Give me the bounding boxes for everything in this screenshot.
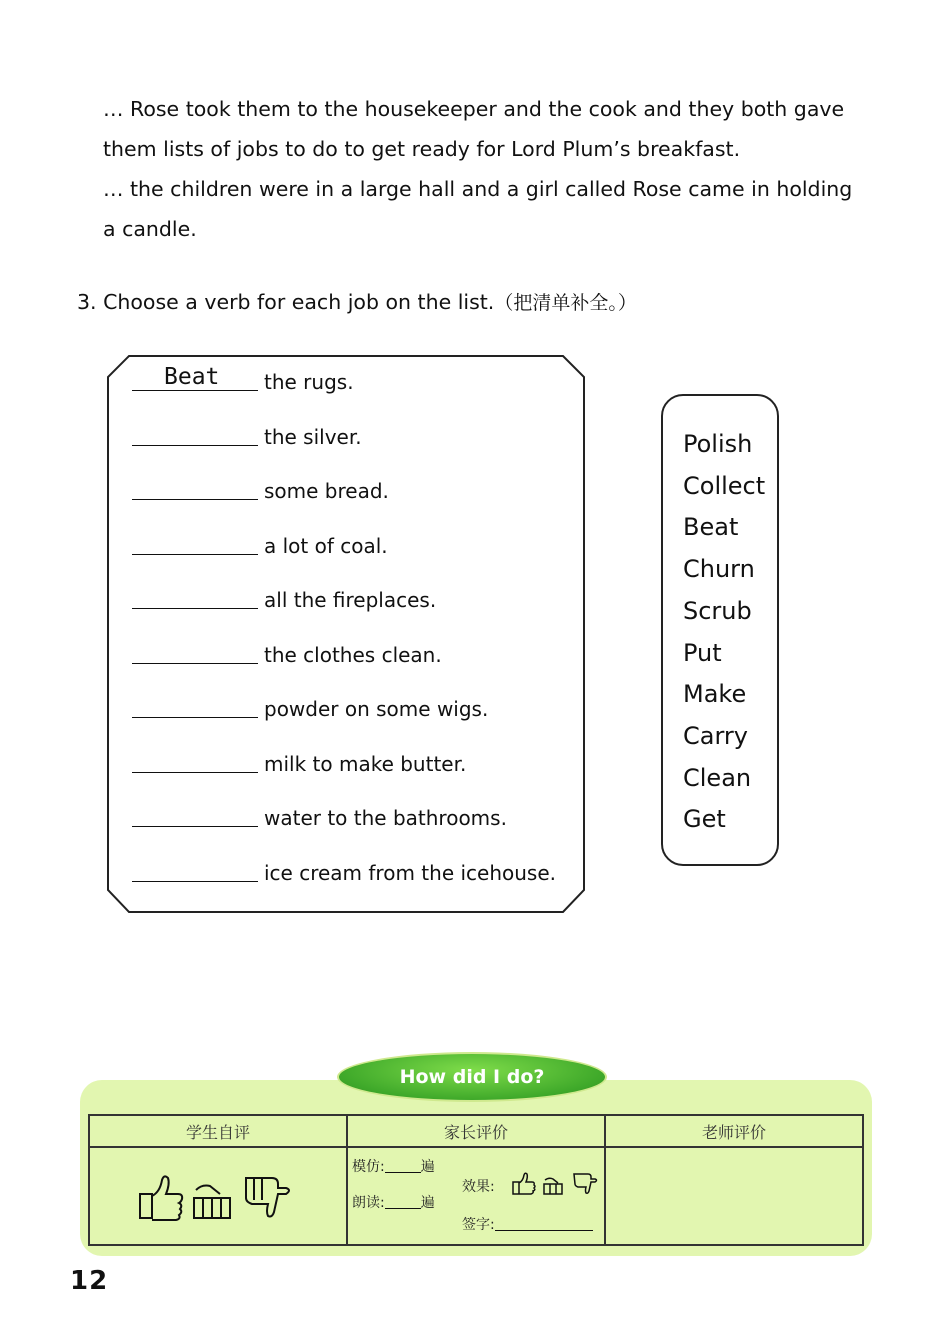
read-unit: 遍 xyxy=(420,1195,435,1211)
job-text: some bread. xyxy=(264,479,389,503)
answer-blank[interactable] xyxy=(132,752,258,773)
answer-blank[interactable] xyxy=(132,643,258,664)
thumbs-down-icon[interactable] xyxy=(574,1174,597,1193)
word-bank-item: Make xyxy=(683,680,747,709)
thumbs-up-icon[interactable] xyxy=(140,1176,182,1220)
story-sentence-2: … the children were in a large hall and a girl called Rose came in holding a candle. xyxy=(103,177,853,241)
job-line xyxy=(132,861,556,885)
word-bank-box xyxy=(661,394,779,866)
story-sentence-1: … Rose took them to the housekeeper and the cook and they both gave them lists of jobs to do to get ready for Lord Plum’s breakfast. xyxy=(103,97,845,161)
imitate-row xyxy=(352,1156,435,1176)
assessment-table xyxy=(88,1114,864,1246)
job-line xyxy=(132,364,354,394)
job-text: all the fireplaces. xyxy=(264,588,437,612)
effect-label: 效果: xyxy=(462,1179,495,1195)
sign-label: 签字: xyxy=(462,1217,495,1233)
word-bank-item: Carry xyxy=(683,721,748,750)
imitate-label: 模仿: xyxy=(352,1159,385,1175)
job-line xyxy=(132,643,442,667)
read-blank[interactable] xyxy=(385,1194,421,1209)
job-line xyxy=(132,806,507,830)
teacher-cell[interactable] xyxy=(605,1147,863,1245)
job-list-box xyxy=(107,355,585,913)
job-text: powder on some wigs. xyxy=(264,697,489,721)
question-3 xyxy=(77,288,637,315)
rating-icons-large xyxy=(134,1168,294,1228)
answer-blank[interactable] xyxy=(132,479,258,500)
word-bank-item: Scrub xyxy=(683,596,752,625)
ok-hand-icon[interactable] xyxy=(544,1178,562,1194)
parent-cell xyxy=(347,1147,605,1245)
word-bank-item: Collect xyxy=(683,471,766,500)
job-text: the rugs. xyxy=(264,370,354,394)
sign-row xyxy=(462,1214,593,1234)
imitate-blank[interactable] xyxy=(385,1158,421,1173)
student-cell xyxy=(89,1147,347,1245)
job-line xyxy=(132,752,466,776)
answer-blank[interactable] xyxy=(132,697,258,718)
sign-blank[interactable] xyxy=(495,1216,593,1231)
question-cn-note: （把清单补全。） xyxy=(494,292,637,314)
job-text: the clothes clean. xyxy=(264,643,442,667)
thumbs-up-icon[interactable] xyxy=(513,1173,535,1194)
read-label: 朗读: xyxy=(352,1195,385,1211)
answer-text: Beat xyxy=(164,364,220,390)
job-text: milk to make butter. xyxy=(264,752,467,776)
job-text: ice cream from the icehouse. xyxy=(264,861,557,885)
word-bank-list xyxy=(683,424,765,841)
effect-row xyxy=(462,1176,495,1196)
job-line xyxy=(132,697,488,721)
job-line xyxy=(132,479,389,503)
job-text: a lot of coal. xyxy=(264,534,388,558)
page-number: 12 xyxy=(70,1266,109,1296)
question-text: 3. Choose a verb for each job on the list. xyxy=(77,290,495,314)
header-teacher: 老师评价 xyxy=(605,1115,863,1147)
thumbs-down-icon[interactable] xyxy=(246,1178,289,1217)
job-line xyxy=(132,534,388,558)
word-bank-item: Put xyxy=(683,638,722,667)
word-bank-item: Get xyxy=(683,805,726,834)
assessment-title: How did I do? xyxy=(337,1052,607,1102)
word-bank-item: Clean xyxy=(683,763,752,792)
read-row xyxy=(352,1192,435,1212)
word-bank-item: Beat xyxy=(683,513,739,542)
word-bank-item: Churn xyxy=(683,555,755,584)
answer-blank[interactable] xyxy=(132,364,258,391)
answer-blank[interactable] xyxy=(132,806,258,827)
answer-blank[interactable] xyxy=(132,425,258,446)
answer-blank[interactable] xyxy=(132,861,258,882)
job-text: the silver. xyxy=(264,425,362,449)
answer-blank[interactable] xyxy=(132,588,258,609)
answer-blank[interactable] xyxy=(132,534,258,555)
imitate-unit: 遍 xyxy=(420,1159,435,1175)
header-parent: 家长评价 xyxy=(347,1115,605,1147)
rating-icons-small xyxy=(510,1168,602,1200)
job-line xyxy=(132,425,362,449)
job-text: water to the bathrooms. xyxy=(264,806,507,830)
header-student: 学生自评 xyxy=(89,1115,347,1147)
ok-hand-icon[interactable] xyxy=(194,1186,230,1219)
word-bank-item: Polish xyxy=(683,430,753,458)
job-line xyxy=(132,588,436,612)
